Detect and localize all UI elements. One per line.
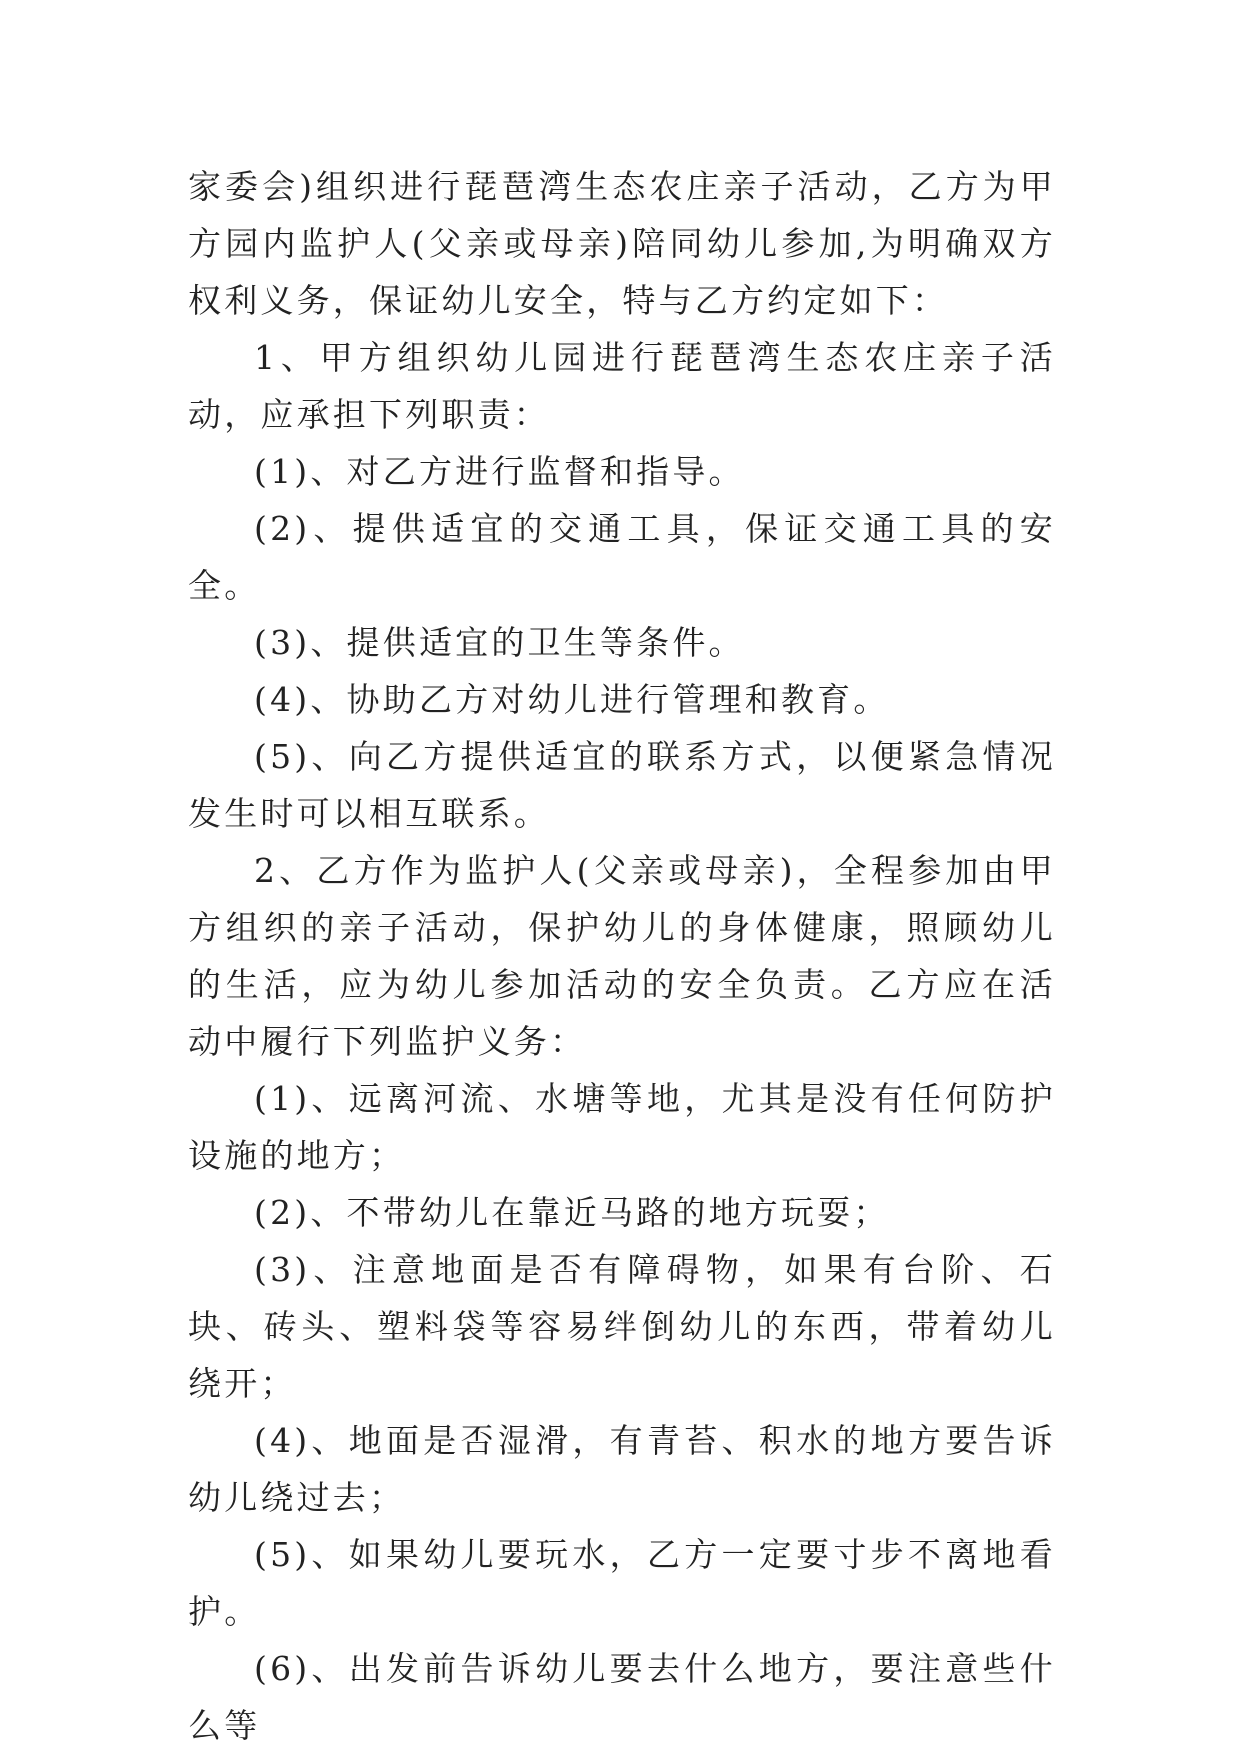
paragraph-clause-2-item-1: (1)、远离河流、水塘等地，尤其是没有任何防护设施的地方； <box>188 1079 1056 1175</box>
paragraph-clause-1-item-2: (2)、提供适宜的交通工具，保证交通工具的安全。 <box>188 509 1056 605</box>
paragraph-clause-2-item-6: (6)、出发前告诉幼儿要去什么地方，要注意些什么等 <box>188 1649 1056 1745</box>
paragraph-clause-2-item-5: (5)、如果幼儿要玩水，乙方一定要寸步不离地看护。 <box>188 1535 1056 1631</box>
paragraph-clause-1-item-3: (3)、提供适宜的卫生等条件。 <box>254 623 745 662</box>
paragraph-clause-2-item-2: (2)、不带幼儿在靠近马路的地方玩耍； <box>254 1193 890 1232</box>
paragraph-intro: 家委会)组织进行琵琶湾生态农庄亲子活动，乙方为甲方园内监护人(父亲或母亲)陪同幼儿参加,为明确双方权利义务，保证幼儿安全，特与乙方约定如下： <box>188 167 1056 320</box>
paragraph-clause-1-item-1: (1)、对乙方进行监督和指导。 <box>254 452 745 491</box>
paragraph-clause-2: 2、乙方作为监护人(父亲或母亲)，全程参加由甲方组织的亲子活动，保护幼儿的身体健康，照顾幼儿的生活，应为幼儿参加活动的安全负责。乙方应在活动中履行下列监护义务： <box>188 851 1056 1061</box>
paragraph-clause-2-item-3: (3)、注意地面是否有障碍物，如果有台阶、石块、砖头、塑料袋等容易绊倒幼儿的东西，带着幼儿绕开； <box>188 1250 1056 1403</box>
paragraph-clause-1: 1、甲方组织幼儿园进行琵琶湾生态农庄亲子活动，应承担下列职责： <box>188 338 1056 434</box>
document-body <box>188 158 1056 1754</box>
paragraph-clause-1-item-5: (5)、向乙方提供适宜的联系方式，以便紧急情况发生时可以相互联系。 <box>188 737 1056 833</box>
paragraph-clause-2-item-4: (4)、地面是否湿滑，有青苔、积水的地方要告诉幼儿绕过去； <box>188 1421 1056 1517</box>
paragraph-clause-1-item-4: (4)、协助乙方对幼儿进行管理和教育。 <box>254 680 890 719</box>
